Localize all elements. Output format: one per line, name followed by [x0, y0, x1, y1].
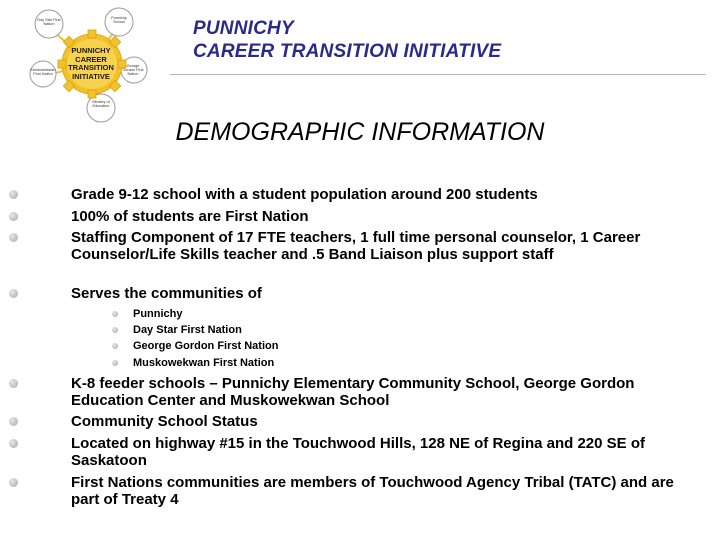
- list-item: [133, 356, 433, 370]
- bullet-icon: [9, 190, 18, 199]
- logo-center-text: [62, 38, 120, 90]
- bullet-icon: [112, 327, 118, 333]
- bullet-text: Grade 9-12 school with a student population around 200 students: [71, 186, 538, 203]
- bullet-icon: [9, 289, 18, 298]
- bullet-text: Punnichy: [133, 308, 183, 320]
- logo-partner: Punnichy School: [111, 16, 127, 25]
- bullet-icon: [9, 233, 18, 242]
- header-title-line: CAREER TRANSITION INITIATIVE: [193, 41, 502, 62]
- bullet-icon: [9, 478, 18, 487]
- bullet-text: Muskowekwan First Nation: [133, 357, 275, 369]
- logo-line: PUNNICHY: [71, 46, 111, 55]
- logo-line: TRANSITION: [68, 63, 114, 72]
- bullet-text: Located on highway #15 in the Touchwood Hills, 128 NE of Regina and 220 SE of Saskatoon: [71, 435, 645, 469]
- list-item: [71, 375, 701, 409]
- logo-line: CAREER: [75, 54, 107, 64]
- logo-partner: George Gordon First Nation: [122, 64, 144, 77]
- bullet-icon: [9, 439, 18, 448]
- bullet-text: K-8 feeder schools – Punnichy Elementary Community School, George Gordon Education Center and Muskowekwan School: [71, 375, 635, 409]
- list-item: [133, 323, 433, 337]
- list-item: [133, 307, 433, 321]
- logo-partner: Day Star First Nation: [37, 18, 61, 27]
- bullet-text: George Gordon First Nation: [133, 340, 279, 352]
- list-item: [71, 285, 701, 302]
- bullet-icon: [112, 311, 118, 317]
- header-title-line: PUNNICHY: [193, 18, 294, 39]
- logo-partner: Ministry of Education: [92, 100, 110, 109]
- list-item: [71, 229, 701, 263]
- list-item: [71, 413, 701, 430]
- bullet-text: First Nations communities are members of Touchwood Agency Tribal (TATC) and are part of Treaty 4: [71, 474, 674, 508]
- bullet-icon: [9, 379, 18, 388]
- bullet-icon: [112, 343, 118, 349]
- list-item: [71, 474, 701, 508]
- bullet-icon: [9, 417, 18, 426]
- bullet-icon: [112, 360, 118, 366]
- header-title: [193, 17, 501, 63]
- bullet-text: 100% of students are First Nation: [71, 208, 309, 225]
- bullet-text: Staffing Component of 17 FTE teachers, 1 full time personal counselor, 1 Career Counselor/Life Skills teacher and .5 Band Liaison plus support staff: [71, 229, 641, 263]
- list-item: [133, 339, 433, 353]
- logo-line: INITIATIVE: [72, 71, 110, 81]
- list-item: [71, 208, 701, 225]
- logo-partner: Muskowekwan First Nation: [30, 68, 56, 77]
- list-item: [71, 186, 701, 203]
- bullet-text: Serves the communities of: [71, 285, 262, 302]
- bullet-text: Day Star First Nation: [133, 324, 242, 336]
- initiative-logo: [22, 6, 162, 126]
- slide-title: DEMOGRAPHIC INFORMATION: [175, 118, 545, 146]
- bullet-text: Community School Status: [71, 413, 258, 430]
- bullet-icon: [9, 212, 18, 221]
- list-item: [71, 435, 701, 469]
- header-divider: [170, 74, 706, 75]
